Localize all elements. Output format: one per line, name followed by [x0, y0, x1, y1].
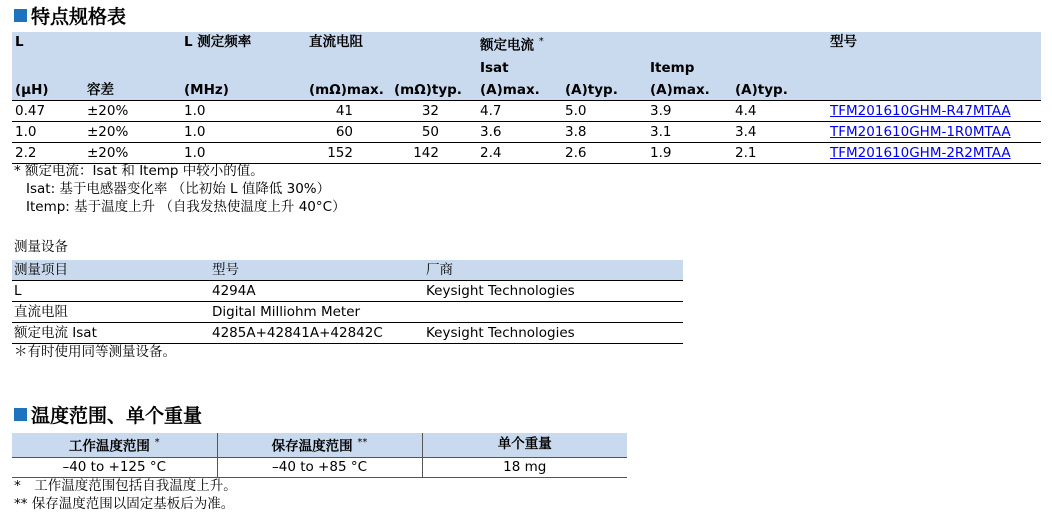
- header-operating-temp: 工作温度范围 *: [12, 433, 217, 457]
- table-row: [12, 457, 627, 477]
- weight-value: 18 mg: [422, 457, 627, 477]
- operating-temp-note: * 工作温度范围包括自我温度上升。: [14, 478, 237, 494]
- table-row: 0.47 ±20% 1.0 41 32 4.7 5.0 3.9 4.4 TFM201610GHM-R47MTAA: [12, 100, 1041, 121]
- header-rdc: 直流电阻: [306, 32, 477, 56]
- header-itemp-max: (A)max.: [647, 78, 732, 101]
- blue-square-icon: [14, 9, 27, 22]
- header-model: 型号: [827, 32, 1041, 56]
- header-isat-typ: (A)typ.: [562, 78, 647, 101]
- header-isat-max: (A)max.: [477, 78, 562, 101]
- table-row: 2.2 ±20% 1.0 152 142 2.4 2.6 1.9 2.1 TFM201610GHM-2R2MTAA: [12, 142, 1041, 163]
- spec-header-row-3: [12, 78, 1041, 101]
- model-link-2r2[interactable]: TFM201610GHM-2R2MTAA: [830, 144, 1011, 161]
- storage-temp-note: ** 保存温度范围以固定基板后为准。: [14, 496, 235, 512]
- spec-table: [12, 32, 1041, 164]
- header-storage-temp: 保存温度范围 **: [217, 433, 422, 457]
- header-itemp-typ: (A)typ.: [732, 78, 827, 101]
- header-rated-current: 额定电流 *: [477, 32, 827, 56]
- temperature-heading: [14, 401, 202, 428]
- measurement-header-row: 测量项目 型号 厂商: [12, 260, 683, 281]
- table-row: 额定电流 Isat 4285A+42841A+42842C Keysight Technologies: [12, 323, 683, 344]
- header-itemp: Itemp: [647, 56, 827, 78]
- model-link-r47[interactable]: TFM201610GHM-R47MTAA: [830, 102, 1011, 119]
- model-link-1r0[interactable]: TFM201610GHM-1R0MTAA: [830, 123, 1011, 140]
- header-rdc-typ: (mΩ)typ.: [391, 78, 477, 101]
- blue-square-icon: [14, 408, 27, 421]
- operating-temp-value: –40 to +125 °C: [12, 457, 217, 477]
- table-row: 1.0 ±20% 1.0 60 50 3.6 3.8 3.1 3.4 TFM201610GHM-1R0MTAA: [12, 121, 1041, 142]
- table-row: L 4294A Keysight Technologies: [12, 281, 683, 302]
- itemp-note: Itemp: 基于温度上升 （自我发热使温度上升 40°C）: [26, 199, 346, 215]
- measurement-table: [12, 260, 683, 344]
- header-l-unit: (μH): [12, 78, 84, 101]
- measurement-note: ＊有时使用同等测量设备。: [14, 344, 176, 360]
- header-rdc-max: (mΩ)max.: [306, 78, 391, 101]
- temperature-title: 温度范围、单个重量: [31, 405, 203, 427]
- spec-header-row-1: [12, 32, 1041, 56]
- spec-header-row-2: [12, 56, 1041, 78]
- temperature-header-row: [12, 433, 627, 457]
- spec-table-title: 特点规格表: [31, 6, 127, 28]
- rated-current-note: * 额定电流：Isat 和 Itemp 中较小的值。: [14, 163, 264, 179]
- storage-temp-value: –40 to +85 °C: [217, 457, 422, 477]
- spec-table-heading: [14, 2, 126, 29]
- header-l: L: [12, 32, 84, 56]
- isat-note: Isat: 基于电感器变化率 （比初始 L 值降低 30%）: [26, 181, 331, 197]
- header-tolerance: 容差: [84, 78, 181, 101]
- header-freq: L 测定频率: [181, 32, 306, 56]
- header-freq-unit: (MHz): [181, 78, 306, 101]
- header-weight: 单个重量: [422, 433, 627, 457]
- table-row: 直流电阻 Digital Milliohm Meter: [12, 302, 683, 323]
- temperature-table: [12, 433, 627, 478]
- header-isat: Isat: [477, 56, 647, 78]
- measurement-title: 测量设备: [14, 239, 68, 255]
